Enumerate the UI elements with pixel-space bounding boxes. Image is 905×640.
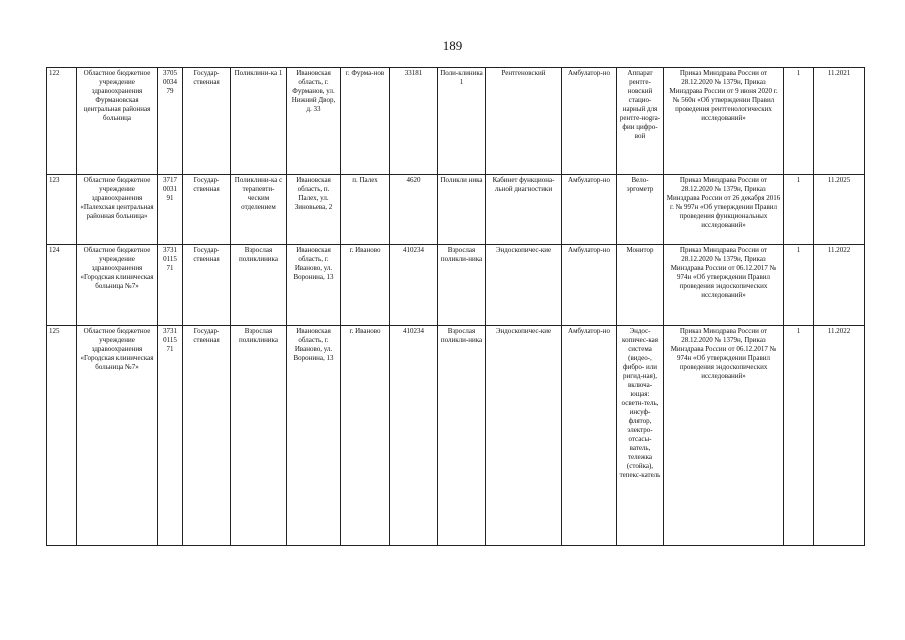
organization-name: Областное бюджетное учреждение здравоохранения «Палехская центральная районная больница» [77,175,158,245]
address: Ивановская область, п. Палех, ул. Зиновьева, 2 [287,175,341,245]
table-row [47,245,865,326]
unit-name: Поликли ника [438,175,486,245]
organization-code: 3731 0115 71 [158,245,183,326]
postal-index: 33181 [390,68,438,175]
care-type: Амбулатор-но [562,68,617,175]
row-number: 122 [47,68,77,175]
care-type: Амбулатор-но [562,245,617,326]
unit-name: Взрослая поликли-ника [438,245,486,326]
address: Ивановская область, г. Фурманов, ул. Нижний Двор, д. 33 [287,68,341,175]
date: 11.2022 [814,326,865,546]
equipment-name: Эндос-копичес-кая система (видео-, фибро- или ригид-ная), включа-ющая: осветн-тель, инсуф-флятор, электро-отсасы-ватель, тележка (стойка), тепекс-катель [617,326,664,546]
postal-index: 410234 [390,326,438,546]
cabinet-type: Эндоскопичес-кие [486,245,562,326]
table-row [47,175,865,245]
postal-index: 410234 [390,245,438,326]
care-type: Амбулатор-но [562,175,617,245]
quantity: 1 [784,68,814,175]
locality: г. Иваново [341,326,390,546]
division-name: Взрослая поликлиника [231,326,287,546]
equipment-name: Вело-эргометр [617,175,664,245]
regulatory-order: Приказ Минздрава России от 28.12.2020 № 1379н, Приказ Минздрава России от 9 июня 2020 г. № 560н «Об утверждении Правил проведения рентгенологических исследований» [664,68,784,175]
quantity: 1 [784,326,814,546]
table-row [47,68,865,175]
address: Ивановская область, г. Иваново, ул. Воронина, 13 [287,245,341,326]
ownership-type: Государ-ственная [183,326,231,546]
date: 11.2022 [814,245,865,326]
organization-name: Областное бюджетное учреждение здравоохранения «Городская клиническая больница №7» [77,245,158,326]
locality: г. Иваново [341,245,390,326]
organization-code: 3731 0115 71 [158,326,183,546]
division-name: Поликлини-ка 1 [231,68,287,175]
quantity: 1 [784,175,814,245]
cabinet-type: Кабинет функциона-льной диагностики [486,175,562,245]
organization-code: 3717 0031 91 [158,175,183,245]
equipment-table [46,67,865,546]
division-name: Поликлини-ка с терапевти-ческим отделением [231,175,287,245]
postal-index: 4620 [390,175,438,245]
row-number: 124 [47,245,77,326]
date: 11.2025 [814,175,865,245]
locality: п. Палех [341,175,390,245]
regulatory-order: Приказ Минздрава России от 28.12.2020 № 1379н, Приказ Минздрава России от 06.12.2017 № 974н «Об утверждении Правил проведения эндоскопических исследований» [664,245,784,326]
date: 11.2021 [814,68,865,175]
unit-name: Поли-клиника 1 [438,68,486,175]
address: Ивановская область, г. Иваново, ул. Воронина, 13 [287,326,341,546]
regulatory-order: Приказ Минздрава России от 28.12.2020 № 1379н, Приказ Минздрава России от 06.12.2017 № 974н «Об утверждении Правил проведения эндоскопических исследований» [664,326,784,546]
regulatory-order: Приказ Минздрава России от 28.12.2020 № 1379н, Приказ Минздрава России от 26 декабря 2016 г. № 997н «Об утверждении Правил проведения функциональных исследований» [664,175,784,245]
row-number: 125 [47,326,77,546]
locality: г. Фурма-нов [341,68,390,175]
quantity: 1 [784,245,814,326]
cabinet-type: Рентгеновский [486,68,562,175]
organization-name: Областное бюджетное учреждение здравоохранения Фурмановская центральная районная больница [77,68,158,175]
unit-name: Взрослая поликли-ника [438,326,486,546]
organization-code: 3705 0034 79 [158,68,183,175]
organization-name: Областное бюджетное учреждение здравоохранения «Городская клиническая больница №7» [77,326,158,546]
ownership-type: Государ-ственная [183,245,231,326]
equipment-name: Монитор [617,245,664,326]
equipment-name: Аппарат рентге-новский стацио-нарный для рентге-нogra-фии цифро-вой [617,68,664,175]
ownership-type: Государ-ственная [183,175,231,245]
ownership-type: Государ-ственная [183,68,231,175]
row-number: 123 [47,175,77,245]
cabinet-type: Эндоскопичес-кие [486,326,562,546]
page-number: 189 [442,38,463,53]
table-row [47,326,865,546]
division-name: Взрослая поликлиника [231,245,287,326]
care-type: Амбулатор-но [562,326,617,546]
